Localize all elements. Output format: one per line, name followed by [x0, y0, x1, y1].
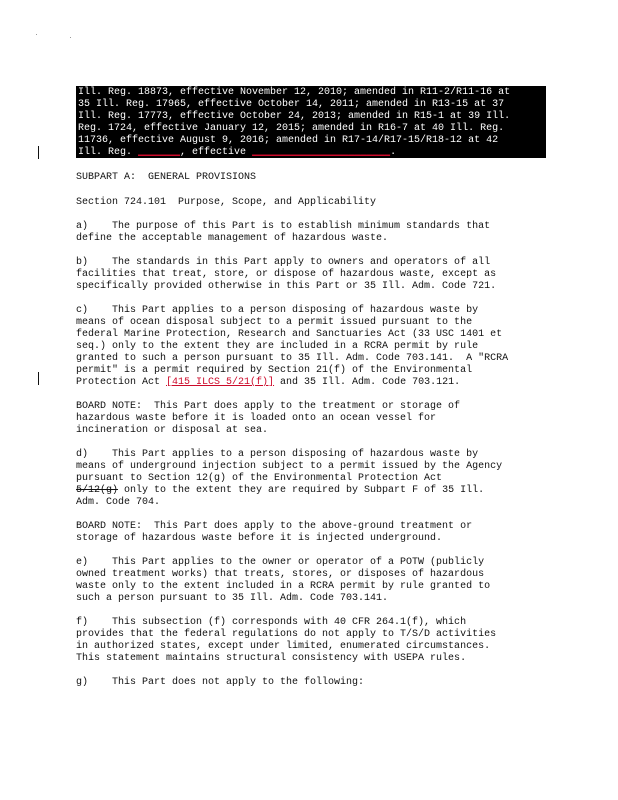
para-c-line: permit" is a permit required by Section 21(f) of the Environmental	[76, 365, 473, 376]
para-d-line: Adm. Code 704.	[76, 497, 161, 508]
scan-speck	[70, 37, 71, 38]
board-note-line: hazardous waste before it is loaded onto an ocean vessel for	[76, 413, 437, 424]
scan-speck	[36, 34, 37, 35]
history-line: Reg. 1724, effective January 12, 2015; amended in R16-7 at 40 Ill. Reg.	[78, 123, 505, 134]
para-e-line: e) This Part applies to the owner or operator of a POTW (publicly	[76, 557, 485, 568]
para-c-line-last	[76, 377, 460, 389]
para-e-line: waste only to the extent included in a RCRA permit by rule granted to	[76, 581, 491, 592]
para-c-suffix: and 35 Ill. Adm. Code 703.121.	[274, 377, 461, 388]
history-line: 35 Ill. Reg. 17965, effective October 14, 2011; amended in R13-15 at 37	[78, 99, 505, 110]
para-e-line: owned treatment works) that treats, stores, or disposes of hazardous	[76, 569, 485, 580]
section-title: Section 724.101 Purpose, Scope, and Applicability	[76, 197, 377, 208]
para-a-line: define the acceptable management of hazardous waste.	[76, 233, 389, 244]
history-line: Ill. Reg. 18873, effective November 12, 2010; amended in R11-2/R11-16 at	[78, 87, 511, 98]
para-b-line: specifically provided otherwise in this Part or 35 Ill. Adm. Code 721.	[76, 281, 497, 292]
para-d-rest: only to the extent they are required by Subpart F of 35 Ill.	[118, 485, 485, 496]
para-e-line: such a person pursuant to 35 Ill. Adm. Code 703.141.	[76, 593, 389, 604]
revision-change-bar	[38, 372, 39, 385]
board-note-line: BOARD NOTE: This Part does apply to the above-ground treatment or	[76, 521, 473, 532]
para-f-line: f) This subsection (f) corresponds with 40 CFR 264.1(f), which	[76, 617, 467, 628]
para-c-prefix: Protection Act	[76, 377, 167, 388]
board-note-line: incineration or disposal at sea.	[76, 425, 269, 436]
subpart-title: SUBPART A: GENERAL PROVISIONS	[76, 172, 257, 183]
history-line: 11736, effective August 9, 2016; amended in R17-14/R17-15/R18-12 at 42	[78, 135, 499, 146]
para-c-line: means of ocean disposal subject to a permit issued pursuant to the	[76, 317, 473, 328]
history-line-last	[78, 147, 396, 159]
para-d-line-struck	[76, 485, 484, 497]
history-blank-reg: _______	[138, 147, 181, 158]
para-d-line: d) This Part applies to a person disposing of hazardous waste by	[76, 449, 479, 460]
inserted-citation: [415 ILCS 5/21(f)]	[166, 377, 275, 388]
board-note-line: BOARD NOTE: This Part does apply to the treatment or storage of	[76, 401, 461, 412]
para-c-line: federal Marine Protection, Research and Sanctuaries Act (33 USC 1401 et	[76, 329, 503, 340]
revision-change-bar	[38, 146, 39, 159]
para-d-line: pursuant to Section 12(g) of the Environmental Protection Act	[76, 473, 443, 484]
para-c-line: granted to such a person pursuant to 35 Ill. Adm. Code 703.141. A "RCRA	[76, 353, 509, 364]
para-g-line: g) This Part does not apply to the following:	[76, 677, 365, 688]
para-f-line: in authorized states, except under limited, enumerated circumstances.	[76, 641, 491, 652]
history-blank-date: _______________________	[252, 147, 391, 158]
para-f-line: provides that the federal regulations do not apply to T/S/D activities	[76, 629, 497, 640]
para-c-line: seq.) only to the extent they are included in a RCRA permit by rule	[76, 341, 479, 352]
history-middle: , effective	[180, 147, 253, 158]
history-line: Ill. Reg. 17773, effective October 24, 2013; amended in R15-1 at 39 Ill.	[78, 111, 511, 122]
struck-citation: 5/12(g)	[76, 485, 119, 496]
para-b-line: b) The standards in this Part apply to owners and operators of all	[76, 257, 491, 268]
para-d-line: means of underground injection subject to a permit issued by the Agency	[76, 461, 503, 472]
board-note-line: storage of hazardous waste before it is injected underground.	[76, 533, 443, 544]
history-suffix: .	[390, 147, 397, 158]
para-f-line: This statement maintains structural consistency with USEPA rules.	[76, 653, 467, 664]
para-a-line: a) The purpose of this Part is to establish minimum standards that	[76, 221, 491, 232]
para-c-line: c) This Part applies to a person disposing of hazardous waste by	[76, 305, 479, 316]
history-prefix: Ill. Reg.	[78, 147, 139, 158]
para-b-line: facilities that treat, store, or dispose of hazardous waste, except as	[76, 269, 497, 280]
